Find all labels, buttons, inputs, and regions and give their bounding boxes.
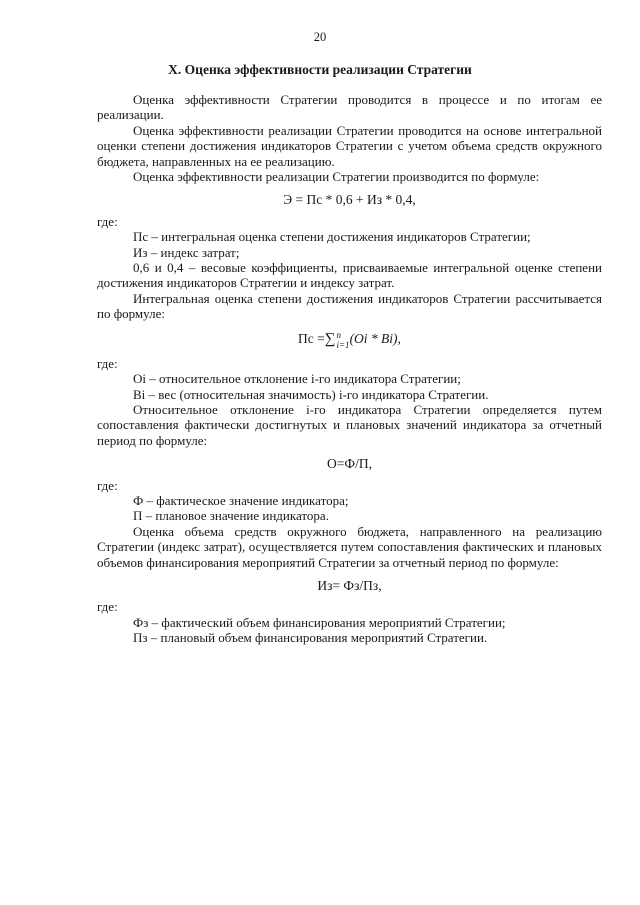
formula-deviation: О=Ф/П,	[327, 456, 372, 472]
sum-lower-limit: i=1	[336, 339, 350, 350]
page-number: 20	[313, 30, 327, 44]
formula-body: (Оi * Bi),	[349, 330, 401, 346]
where-label: где:	[97, 355, 118, 371]
definition-item: Оi – относительное отклонение i-го индикатора Стратегии;	[133, 371, 461, 387]
formula-integral	[97, 330, 602, 350]
where-label: где:	[97, 477, 118, 493]
sum-limits	[336, 330, 349, 350]
sum-upper-limit: n	[336, 329, 341, 340]
paragraph-cost-index: Оценка объема средств окружного бюджета, направленного на реализацию Стратегии (индекс затрат), осуществляется путем сопоставления фактических и плановых объемов финансирования мероприятий Стратегии за отчетный период по формуле:	[97, 523, 602, 570]
formula-lhs: Пс =	[298, 330, 325, 346]
paragraph-formula-intro: Оценка эффективности реализации Стратегии производится по формуле:	[133, 169, 540, 185]
where-label: где:	[97, 213, 118, 229]
section-title: X. Оценка эффективности реализации Стратегии	[168, 62, 472, 77]
where-label: где:	[97, 599, 118, 615]
sum-symbol: ∑	[324, 331, 336, 348]
definition-item: Фз – фактический объем финансирования мероприятий Стратегии;	[133, 614, 506, 630]
paragraph-intro: Оценка эффективности Стратегии проводится в процессе и по итогам ее реализации.	[97, 92, 602, 123]
document-body	[97, 92, 602, 646]
definition-item: Пз – плановый объем финансирования мероприятий Стратегии.	[133, 630, 488, 646]
definition-item: Из – индекс затрат;	[133, 244, 240, 260]
paragraph-integral-intro: Интегральная оценка степени достижения индикаторов Стратегии рассчитывается по формуле:	[97, 290, 602, 322]
definition-item: 0,6 и 0,4 – весовые коэффициенты, присваиваемые интегральной оценке степени достижения индикаторов Стратегии и индексу затрат.	[97, 260, 602, 291]
paragraph-basis: Оценка эффективности реализации Стратегии проводится на основе интегральной оценки степени достижения индикаторов Стратегии с учетом объема средств окружного бюджета, направленных на ее реализацию.	[97, 122, 602, 169]
paragraph-deviation: Относительное отклонение i-го индикатора Стратегии определяется путем сопоставления фактически достигнутых и плановых значений индикатора за отчетный период по формуле:	[97, 401, 602, 448]
formula-efficiency: Э = Пс * 0,6 + Из * 0,4,	[283, 192, 416, 208]
formula-cost-index: Из= Фз/Пз,	[317, 577, 382, 593]
definition-item: Вi – вес (относительная значимость) i-го индикатора Стратегии.	[133, 386, 489, 402]
definition-item: П – плановое значение индикатора.	[133, 508, 329, 524]
definition-item: Ф – фактическое значение индикатора;	[133, 492, 349, 508]
definition-item: Пс – интегральная оценка степени достижения индикаторов Стратегии;	[133, 229, 531, 245]
